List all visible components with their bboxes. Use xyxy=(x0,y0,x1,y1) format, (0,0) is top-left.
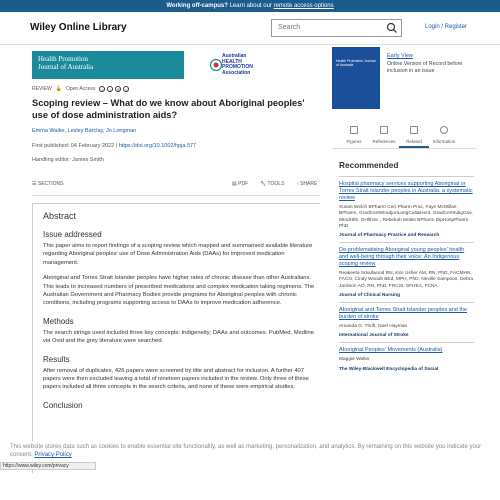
tab-related[interactable]: Related xyxy=(399,123,429,148)
issue-addressed-paragraph-2: Aboriginal and Torres Strait Islander peoples have higher rates of chronic disease than other Australians. This leads to increased numbers of prescribed medications and complex medication taking regimens. The Australian Government and Pharmacy Bodies provide programs for Aboriginal peoples with chronic conditions, including programs supporting access to DAAs to improve medication adherence. xyxy=(43,275,315,307)
wrench-icon: 🔧 xyxy=(260,181,267,187)
early-view-description: Online Version of Record before inclusion in an issue xyxy=(387,61,463,74)
recommended-authors: Reakeeta Smallwood RN, Kim Usher AM, RN, PhD, FACMHN, FACN, Cindy Woods BEd, MPH, PhD, Neville Sampson, Debra Jackson AO, RN, PhD, FRCSI, SFHEA, FCNA xyxy=(339,271,474,289)
share-button[interactable]: ‹ SHARE xyxy=(297,181,318,187)
divider xyxy=(32,195,320,196)
abstract-heading: Abstract xyxy=(43,211,77,221)
recommended-journal: Journal of Pharmacy Practice and Research xyxy=(339,233,440,239)
sections-button[interactable]: ☰ SECTIONS xyxy=(32,181,64,187)
share-icon: ‹ xyxy=(297,181,299,187)
doi-link[interactable]: https://doi.org/10.1002/hpja.577 xyxy=(118,143,197,149)
related-icon xyxy=(410,126,418,134)
conclusion-heading: Conclusion xyxy=(43,400,83,410)
association-name: Australian HEALTH PROMOTION Association xyxy=(222,53,253,76)
results-paragraph: After removal of duplicates, 426 papers were screened by title and abstract for inclusion. A further 407 papers were then excluded leaving a total of nineteen papers included in the review. Only three of these papers included all three concepts in the search criteria, and none of these were empirical studies. xyxy=(43,367,309,391)
recommended-title[interactable]: Aboriginal Peoples' Movements (Australia) xyxy=(339,347,443,354)
references-icon xyxy=(380,126,388,134)
recommended-authors: Maggie Walter xyxy=(339,357,370,363)
recommended-authors: Amanda G. Thrift, Noel Hayman xyxy=(339,324,408,330)
remote-access-link[interactable]: remote access options xyxy=(273,3,334,9)
creative-commons-icons[interactable] xyxy=(99,86,129,92)
status-url: https://www.wiley.com/privacy xyxy=(0,462,96,470)
article-type: REVIEW xyxy=(32,86,52,92)
cookie-banner xyxy=(0,441,500,463)
cc-icon: c xyxy=(101,87,104,92)
site-header xyxy=(0,12,500,45)
remote-access-bar xyxy=(0,0,500,12)
remote-access-text: Learn about our xyxy=(227,3,274,9)
recommended-title[interactable]: De-problematising Aboriginal young peoples' health and well-being through their voice: An Indigenous scoping review xyxy=(339,247,465,268)
tab-information[interactable]: Information xyxy=(429,123,459,148)
early-view-link[interactable]: Early View xyxy=(387,53,413,59)
recommended-title[interactable]: Aboriginal and Torres Strait Islander peoples and the burden of stroke xyxy=(339,307,468,321)
sidebar-tabs xyxy=(339,123,474,148)
list-item xyxy=(339,342,474,371)
journal-cover[interactable] xyxy=(332,47,380,109)
cookie-text: This website stores data such as cookies to enable essential site functionality, as well as marketing, personalization, and analytics. By remaining on this website you indicate your consent. xyxy=(10,444,482,458)
methods-heading: Methods xyxy=(43,316,74,326)
pdf-icon: ▤ xyxy=(232,181,237,187)
list-item xyxy=(339,242,474,298)
tab-figures[interactable]: Figures xyxy=(339,123,369,148)
recommended-list xyxy=(339,176,474,376)
remote-access-bold: Working off-campus? xyxy=(166,3,228,9)
pdf-button[interactable]: ▤ PDF xyxy=(232,181,249,187)
handling-editor: Handling editor: James Smith xyxy=(32,157,104,163)
article-meta-row xyxy=(32,86,129,92)
wiley-logo[interactable]: Wiley Online Library xyxy=(30,22,127,33)
recommended-heading: Recommended xyxy=(339,160,399,170)
privacy-policy-link[interactable]: Privacy Policy xyxy=(34,452,72,458)
journal-banner[interactable] xyxy=(32,51,184,79)
list-item xyxy=(339,176,474,238)
published-line: First published: 04 February 2022 | https://doi.org/10.1002/hpja.577 xyxy=(32,143,197,149)
journal-name-line2: Journal of Australia xyxy=(38,63,94,71)
tab-references[interactable]: References xyxy=(369,123,399,148)
article-authors[interactable]: Emma Walke, Lesley Barclay, Jo Longman xyxy=(32,128,137,134)
search-input[interactable]: Search xyxy=(271,19,402,37)
nd-icon: = xyxy=(125,87,128,92)
cover-title: Health Promotion Journal of Australia xyxy=(336,59,376,67)
methods-paragraph: The search strings used included three key concepts: Indigeneity; DAAs and outcomes. PubMed, Medline via Ovid and the grey literature were searched. xyxy=(43,329,314,345)
issue-addressed-heading: Issue addressed xyxy=(43,230,102,239)
recommended-journal: The Wiley-Blackwell Encyclopedia of Social xyxy=(339,366,439,372)
by-icon: i xyxy=(107,86,113,92)
recommended-journal: Journal of Clinical Nursing xyxy=(339,293,401,299)
search-icon[interactable] xyxy=(383,19,402,37)
list-item xyxy=(339,302,474,338)
journal-name-line1: Health Promotion xyxy=(38,55,88,63)
results-heading: Results xyxy=(43,354,70,364)
tabs-divider xyxy=(332,148,477,149)
open-access-label: Open Access xyxy=(65,86,96,92)
recommended-journal: International Journal of Stroke xyxy=(339,333,409,339)
published-date: First published: 04 February 2022 xyxy=(32,143,115,149)
login-register-link[interactable]: Login / Register xyxy=(425,24,468,30)
issue-addressed-paragraph: This paper aims to report findings of a scoping review which mapped and summarised available literature regarding Aboriginal peoples' use of Dose Administration Aids (DAAs) for improved medication management. xyxy=(43,243,313,266)
recommended-title[interactable]: Hospital pharmacy services supporting Aboriginal or Torres Strait Islander peoples in Australia: a systematic review xyxy=(339,181,473,201)
article-title: Scoping review – What do we know about Aboriginal peoples' use of dose administration aids? xyxy=(32,98,305,120)
recommended-authors: Susan Welch BPharm Cert Pharm Prac, Faye McMillan BPharm, GradCertWiradjuriLangCult&Herit, GradCertIndigGov, MIndHlth, DHlthSc , Rebekah Moles BPharm DipHospPharm PhD xyxy=(339,205,473,229)
article-toolbar xyxy=(32,179,320,191)
tools-button[interactable]: 🔧 TOOLS xyxy=(260,181,285,187)
open-access-icon: 🔓 xyxy=(55,86,62,92)
nc-icon: $ xyxy=(117,87,120,92)
information-icon xyxy=(440,126,448,134)
abstract-section xyxy=(32,203,320,473)
figures-icon xyxy=(350,126,358,134)
